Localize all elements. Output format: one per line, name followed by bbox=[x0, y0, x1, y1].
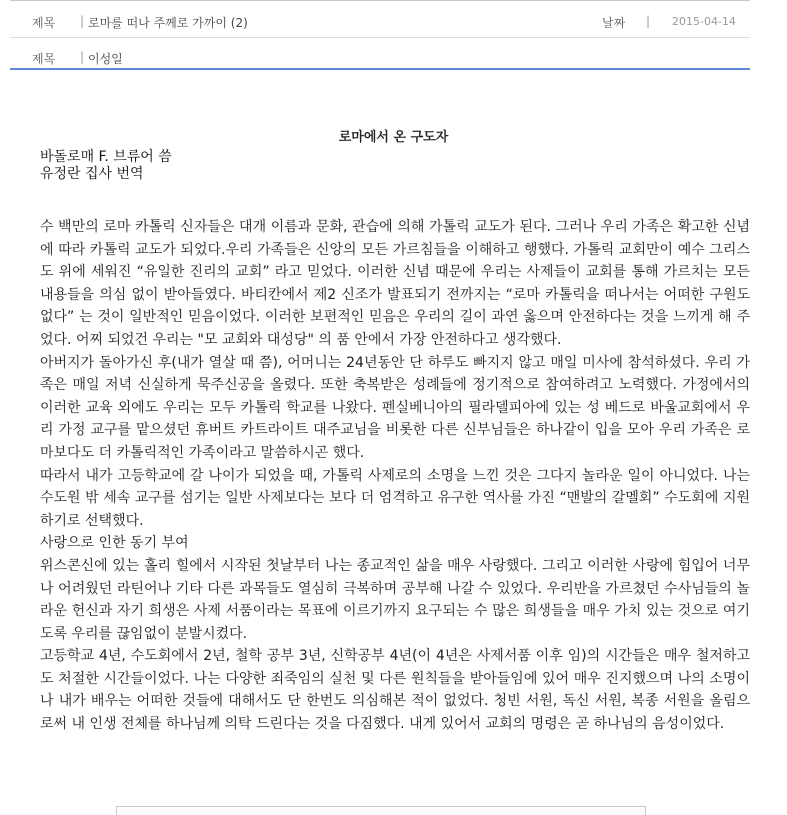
post-title: 로마를 떠나 주께로 가까이 (2) bbox=[88, 16, 248, 30]
paragraph: 따라서 내가 고등학교에 갈 나이가 되었을 때, 가톨릭 사제로의 소명을 느낀 것은 그다지 놀라운 일이 아니었다. 나는 수도원 밖 세속 교구를 섬기는 일반 사제보다는 보다 더 엄격하고 유구한 역사를 가진 “맨발의 갈멜회” 수도회에 지원하기로 선택했다. bbox=[40, 467, 750, 529]
title-label: 제목 bbox=[32, 16, 56, 30]
translator-line: 유정란 집사 번역 bbox=[40, 166, 144, 182]
embedded-frame bbox=[116, 806, 646, 815]
article-body bbox=[40, 216, 750, 736]
paragraph: 위스콘신에 있는 홀리 힐에서 시작된 첫날부터 나는 종교적인 삶을 매우 사랑했다. 그리고 이러한 사랑에 힘입어 너무나 어려웠던 라틴어나 기타 다른 과목들도 열심히 극복하며 공부해 나갈 수 있었다. 우리반을 가르쳤던 수사님들의 놀라운 헌신과 자기 희생은 사제 서품이라는 목표에 이르기까지 요구되는 수 많은 희생들을 매우 가치 있는 것으로 여기도록 우리를 끊임없이 분발시켰다. bbox=[40, 557, 750, 642]
title-row bbox=[10, 1, 750, 38]
divider: | bbox=[80, 14, 85, 28]
post-author: 이성일 bbox=[88, 52, 123, 66]
article-heading: 로마에서 온 구도자 bbox=[338, 130, 449, 145]
byline bbox=[40, 149, 172, 183]
paragraph: 고등학교 4년, 수도회에서 2년, 철학 공부 3년, 신학공부 4년(이 4년은 사제서품 이후 임)의 시간들은 매우 철저하고도 처절한 시간들이었다. 나는 다양한 죄죽임의 실천 및 다른 원칙들을 받아들임에 있어 매우 진지했으며 나의 소명이나 내가 배우는 어떠한 것들에 대해서도 단 한번도 의심해본 적이 없었다. 청빈 서원, 독신 서원, 복종 서원을 올림으로써 내 인생 전체를 하나님께 의탁 드린다는 것을 다짐했다. 내게 있어서 교회의 명령은 곧 하나님의 음성이었다. bbox=[40, 648, 750, 733]
paragraph: 수 백만의 로마 카톨릭 신자들은 대개 이름과 문화, 관습에 의해 가톨릭 교도가 된다. 그러나 우리 가족은 확고한 신념에 따라 카톨릭 교도가 되었다.우리 가족들은 신앙의 모든 가르침들을 이해하고 행했다. 가톨릭 교회만이 예수 그리스도 위에 세워진 “유일한 진리의 교회” 라고 믿었다. 이러한 신념 때문에 우리는 사제들이 교회를 통해 가르치는 모든 내용들을 의심 없이 받아들였다. 바티칸에서 제2 신조가 발표되기 전까지는 “로마 카톨릭을 떠나서는 어떠한 구원도 없다” 는 것이 일반적인 믿음이었다. 이러한 보편적인 믿음은 우리의 길이 과연 옳으며 안전하다는 것을 느끼게 해 주었다. 어찌 되었건 우리는 "모 교회와 대성당" 의 품 안에서 가장 안전하다고 생각했다. bbox=[40, 219, 750, 348]
post-date: 2015-04-14 bbox=[672, 15, 736, 28]
paragraph: 아버지가 돌아가신 후(내가 열살 때 쯤), 어머니는 24년동안 단 하루도 빠지지 않고 매일 미사에 참석하셨다. 우리 가족은 매일 저녁 신실하게 묵주신공을 올렸다. 또한 축복받은 성례들에 정기적으로 참여하려고 노력했다. 가정에서의 이러한 교육 외에도 우리는 모두 카톨릭 학교를 나왔다. 펜실베니아의 필라델피아에 있는 성 베드로 바울교회에서 우리 가정 교구를 맡으셨던 휴버트 카트라이트 대주교님을 비롯한 다른 신부님들은 하나같이 입을 모아 우리 가족은 로마보다도 더 카톨릭적인 가족이라고 말씀하시곤 했다. bbox=[40, 354, 750, 461]
date-label: 날짜 bbox=[602, 16, 626, 30]
section-subheading: 사랑으로 인한 동기 부여 bbox=[40, 535, 189, 552]
author-label: 제목 bbox=[32, 52, 56, 66]
divider: | bbox=[646, 14, 651, 28]
author-line: 바돌로매 F. 브류어 씀 bbox=[40, 149, 172, 165]
header-bottom-border bbox=[10, 68, 750, 70]
divider: | bbox=[80, 50, 85, 64]
